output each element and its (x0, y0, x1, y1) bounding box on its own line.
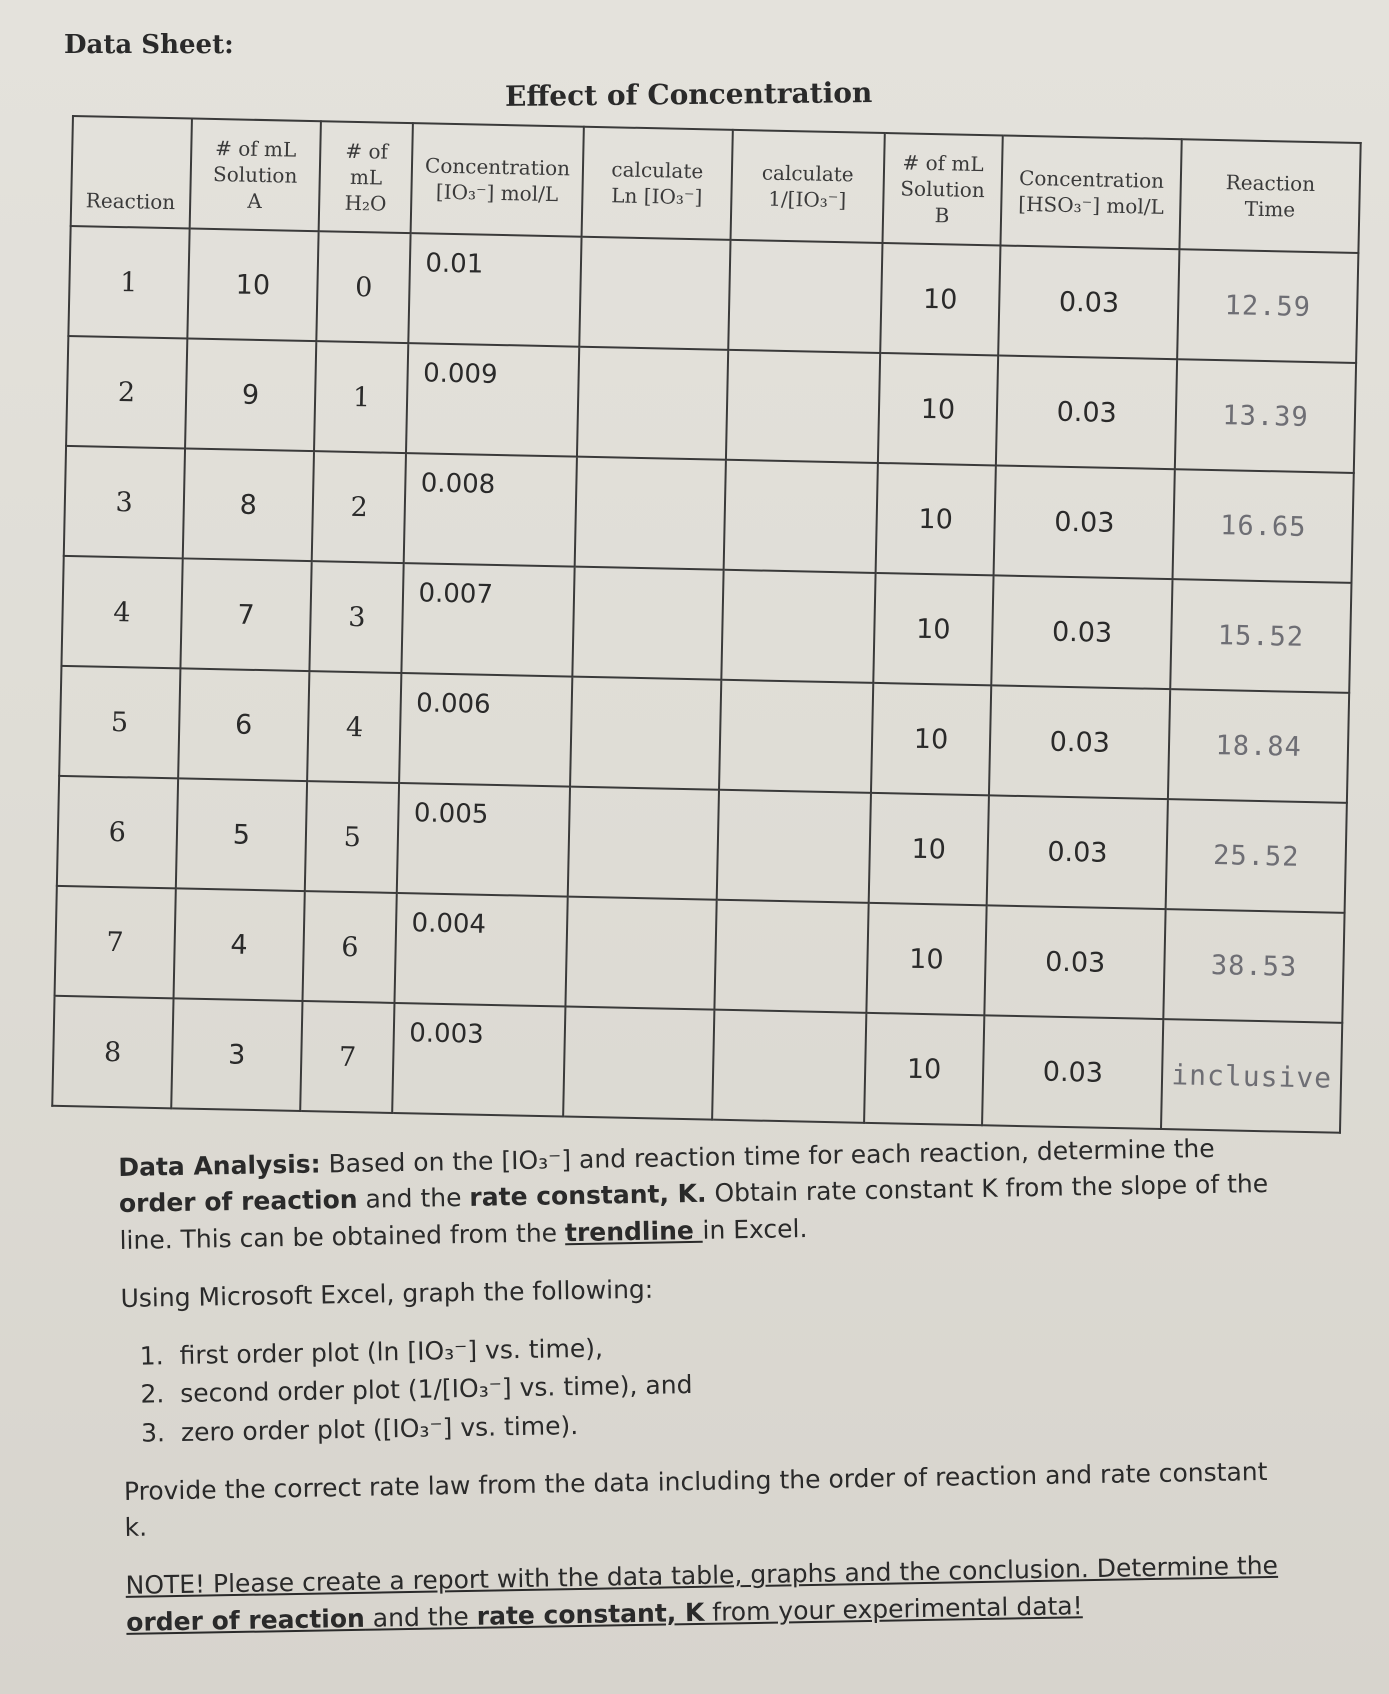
cell-reaction-time: 38.53 (1164, 909, 1345, 1023)
cell-ln-io3 (572, 567, 724, 680)
analysis-lead: Data Analysis: (118, 1149, 321, 1182)
cell-ln-io3 (567, 787, 719, 900)
cell-ml-b: 10 (868, 793, 989, 905)
cell-ml-b: 10 (871, 683, 992, 795)
cell-conc-hso3: 0.03 (989, 685, 1170, 799)
cell-ml-a: 10 (187, 228, 319, 341)
cell-inverse-io3 (724, 460, 878, 573)
cell-conc-hso3: 0.03 (982, 1015, 1163, 1129)
cell-reaction: 2 (66, 336, 187, 448)
list-item: 2. second order plot (1/[IO₃⁻] vs. time), and (172, 1357, 1292, 1413)
cell-reaction-time: 12.59 (1177, 249, 1358, 363)
cell-reaction: 1 (68, 226, 189, 338)
cell-ln-io3 (574, 457, 726, 570)
cell-ln-io3 (565, 897, 717, 1010)
header-ml-solution-b: # of mL Solution B (882, 133, 1003, 245)
cell-conc-io3: 0.004 (395, 893, 568, 1007)
cell-reaction: 4 (61, 556, 182, 668)
cell-conc-hso3: 0.03 (996, 355, 1177, 469)
cell-ml-a: 5 (175, 778, 307, 891)
graph-list (171, 1319, 1293, 1451)
cell-reaction: 3 (64, 446, 185, 558)
cell-ml-a: 3 (171, 998, 303, 1111)
cell-conc-hso3: 0.03 (991, 575, 1172, 689)
cell-conc-hso3: 0.03 (985, 905, 1166, 1019)
cell-ln-io3 (579, 237, 731, 350)
cell-ml-h2o: 7 (300, 1001, 395, 1113)
cell-reaction-time: 25.52 (1166, 799, 1347, 913)
cell-reaction: 8 (52, 996, 173, 1108)
data-table-wrapper (51, 115, 1361, 1134)
cell-conc-io3: 0.005 (397, 783, 570, 897)
cell-ml-h2o: 6 (303, 891, 398, 1003)
cell-ml-b: 10 (873, 573, 994, 685)
header-inverse-io3: calculate 1/[IO₃⁻] (731, 130, 885, 243)
data-table (51, 115, 1361, 1134)
cell-reaction-time: inclusive (1161, 1019, 1342, 1133)
cell-ml-b: 10 (877, 353, 998, 465)
cell-reaction-time: 15.52 (1170, 579, 1351, 693)
cell-ml-b: 10 (880, 243, 1001, 355)
cell-ln-io3 (577, 347, 729, 460)
cell-conc-hso3: 0.03 (987, 795, 1168, 909)
note-paragraph: NOTE! Please create a report with the data table, graphs and the conclusion. Determine the order of reaction and the rate constant, K from your experimental data! (125, 1551, 1279, 1637)
cell-conc-io3: 0.006 (400, 673, 573, 787)
list-item: 3. zero order plot ([IO₃⁻] vs. time). (173, 1395, 1293, 1451)
trendline-link: trendline (564, 1215, 703, 1247)
cell-ml-h2o: 0 (317, 231, 412, 343)
cell-inverse-io3 (714, 900, 868, 1013)
cell-ml-a: 8 (182, 448, 314, 561)
cell-ml-b: 10 (866, 903, 987, 1015)
table-title: Effect of Concentration (504, 76, 873, 113)
cell-inverse-io3 (728, 240, 882, 353)
cell-ml-h2o: 2 (312, 451, 407, 563)
analysis-paragraph: Data Analysis: Based on the [IO₃⁻] and reaction time for each reaction, determine the order of reaction and the rate constant, K. Obtain rate constant K from the slope of the line. This can be obtained from the trendline in Excel. (118, 1133, 1269, 1255)
cell-ln-io3 (570, 677, 722, 790)
header-conc-io3: Concentration [IO₃⁻] mol/L (411, 123, 584, 237)
cell-ml-h2o: 5 (305, 781, 400, 893)
cell-ml-a: 4 (173, 888, 305, 1001)
cell-ml-a: 7 (180, 558, 312, 671)
cell-inverse-io3 (717, 790, 871, 903)
cell-conc-io3: 0.009 (406, 343, 579, 457)
header-ml-solution-a: # of mL Solution A (189, 119, 321, 232)
cell-conc-io3: 0.003 (393, 1003, 566, 1117)
header-ln-io3: calculate Ln [IO₃⁻] (581, 127, 733, 240)
cell-reaction-time: 18.84 (1168, 689, 1349, 803)
cell-ml-b: 10 (875, 463, 996, 575)
cell-ln-io3 (563, 1007, 715, 1120)
cell-conc-io3: 0.008 (404, 453, 577, 567)
cell-reaction-time: 16.65 (1173, 469, 1354, 583)
cell-conc-hso3: 0.03 (998, 245, 1179, 359)
header-ml-water: # of mL H₂O (319, 121, 414, 233)
data-analysis-section (118, 1130, 1297, 1663)
list-item: 1. first order plot (ln [IO₃⁻] vs. time), (171, 1319, 1291, 1375)
cell-reaction: 7 (55, 886, 176, 998)
cell-ml-h2o: 1 (314, 341, 409, 453)
header-conc-hso3: Concentration [HSO₃⁻] mol/L (1001, 136, 1182, 250)
cell-inverse-io3 (712, 1010, 866, 1123)
header-reaction: Reaction (71, 116, 192, 228)
cell-inverse-io3 (721, 570, 875, 683)
cell-ml-h2o: 4 (307, 671, 402, 783)
header-reaction-time: Reaction Time (1180, 139, 1361, 253)
cell-ml-h2o: 3 (310, 561, 405, 673)
cell-inverse-io3 (719, 680, 873, 793)
excel-instruction: Using Microsoft Excel, graph the following: (120, 1274, 654, 1313)
cell-conc-io3: 0.01 (409, 233, 582, 347)
rate-law-instruction: Provide the correct rate law from the data including the order of reaction and rate constant k. (123, 1456, 1268, 1542)
cell-ml-a: 9 (185, 338, 317, 451)
cell-ml-b: 10 (864, 1013, 985, 1125)
cell-reaction: 5 (59, 666, 180, 778)
cell-ml-a: 6 (178, 668, 310, 781)
cell-conc-hso3: 0.03 (994, 465, 1175, 579)
sheet-title: Data Sheet: (64, 30, 234, 60)
cell-reaction: 6 (57, 776, 178, 888)
cell-conc-io3: 0.007 (402, 563, 575, 677)
cell-reaction-time: 13.39 (1175, 359, 1356, 473)
cell-inverse-io3 (726, 350, 880, 463)
